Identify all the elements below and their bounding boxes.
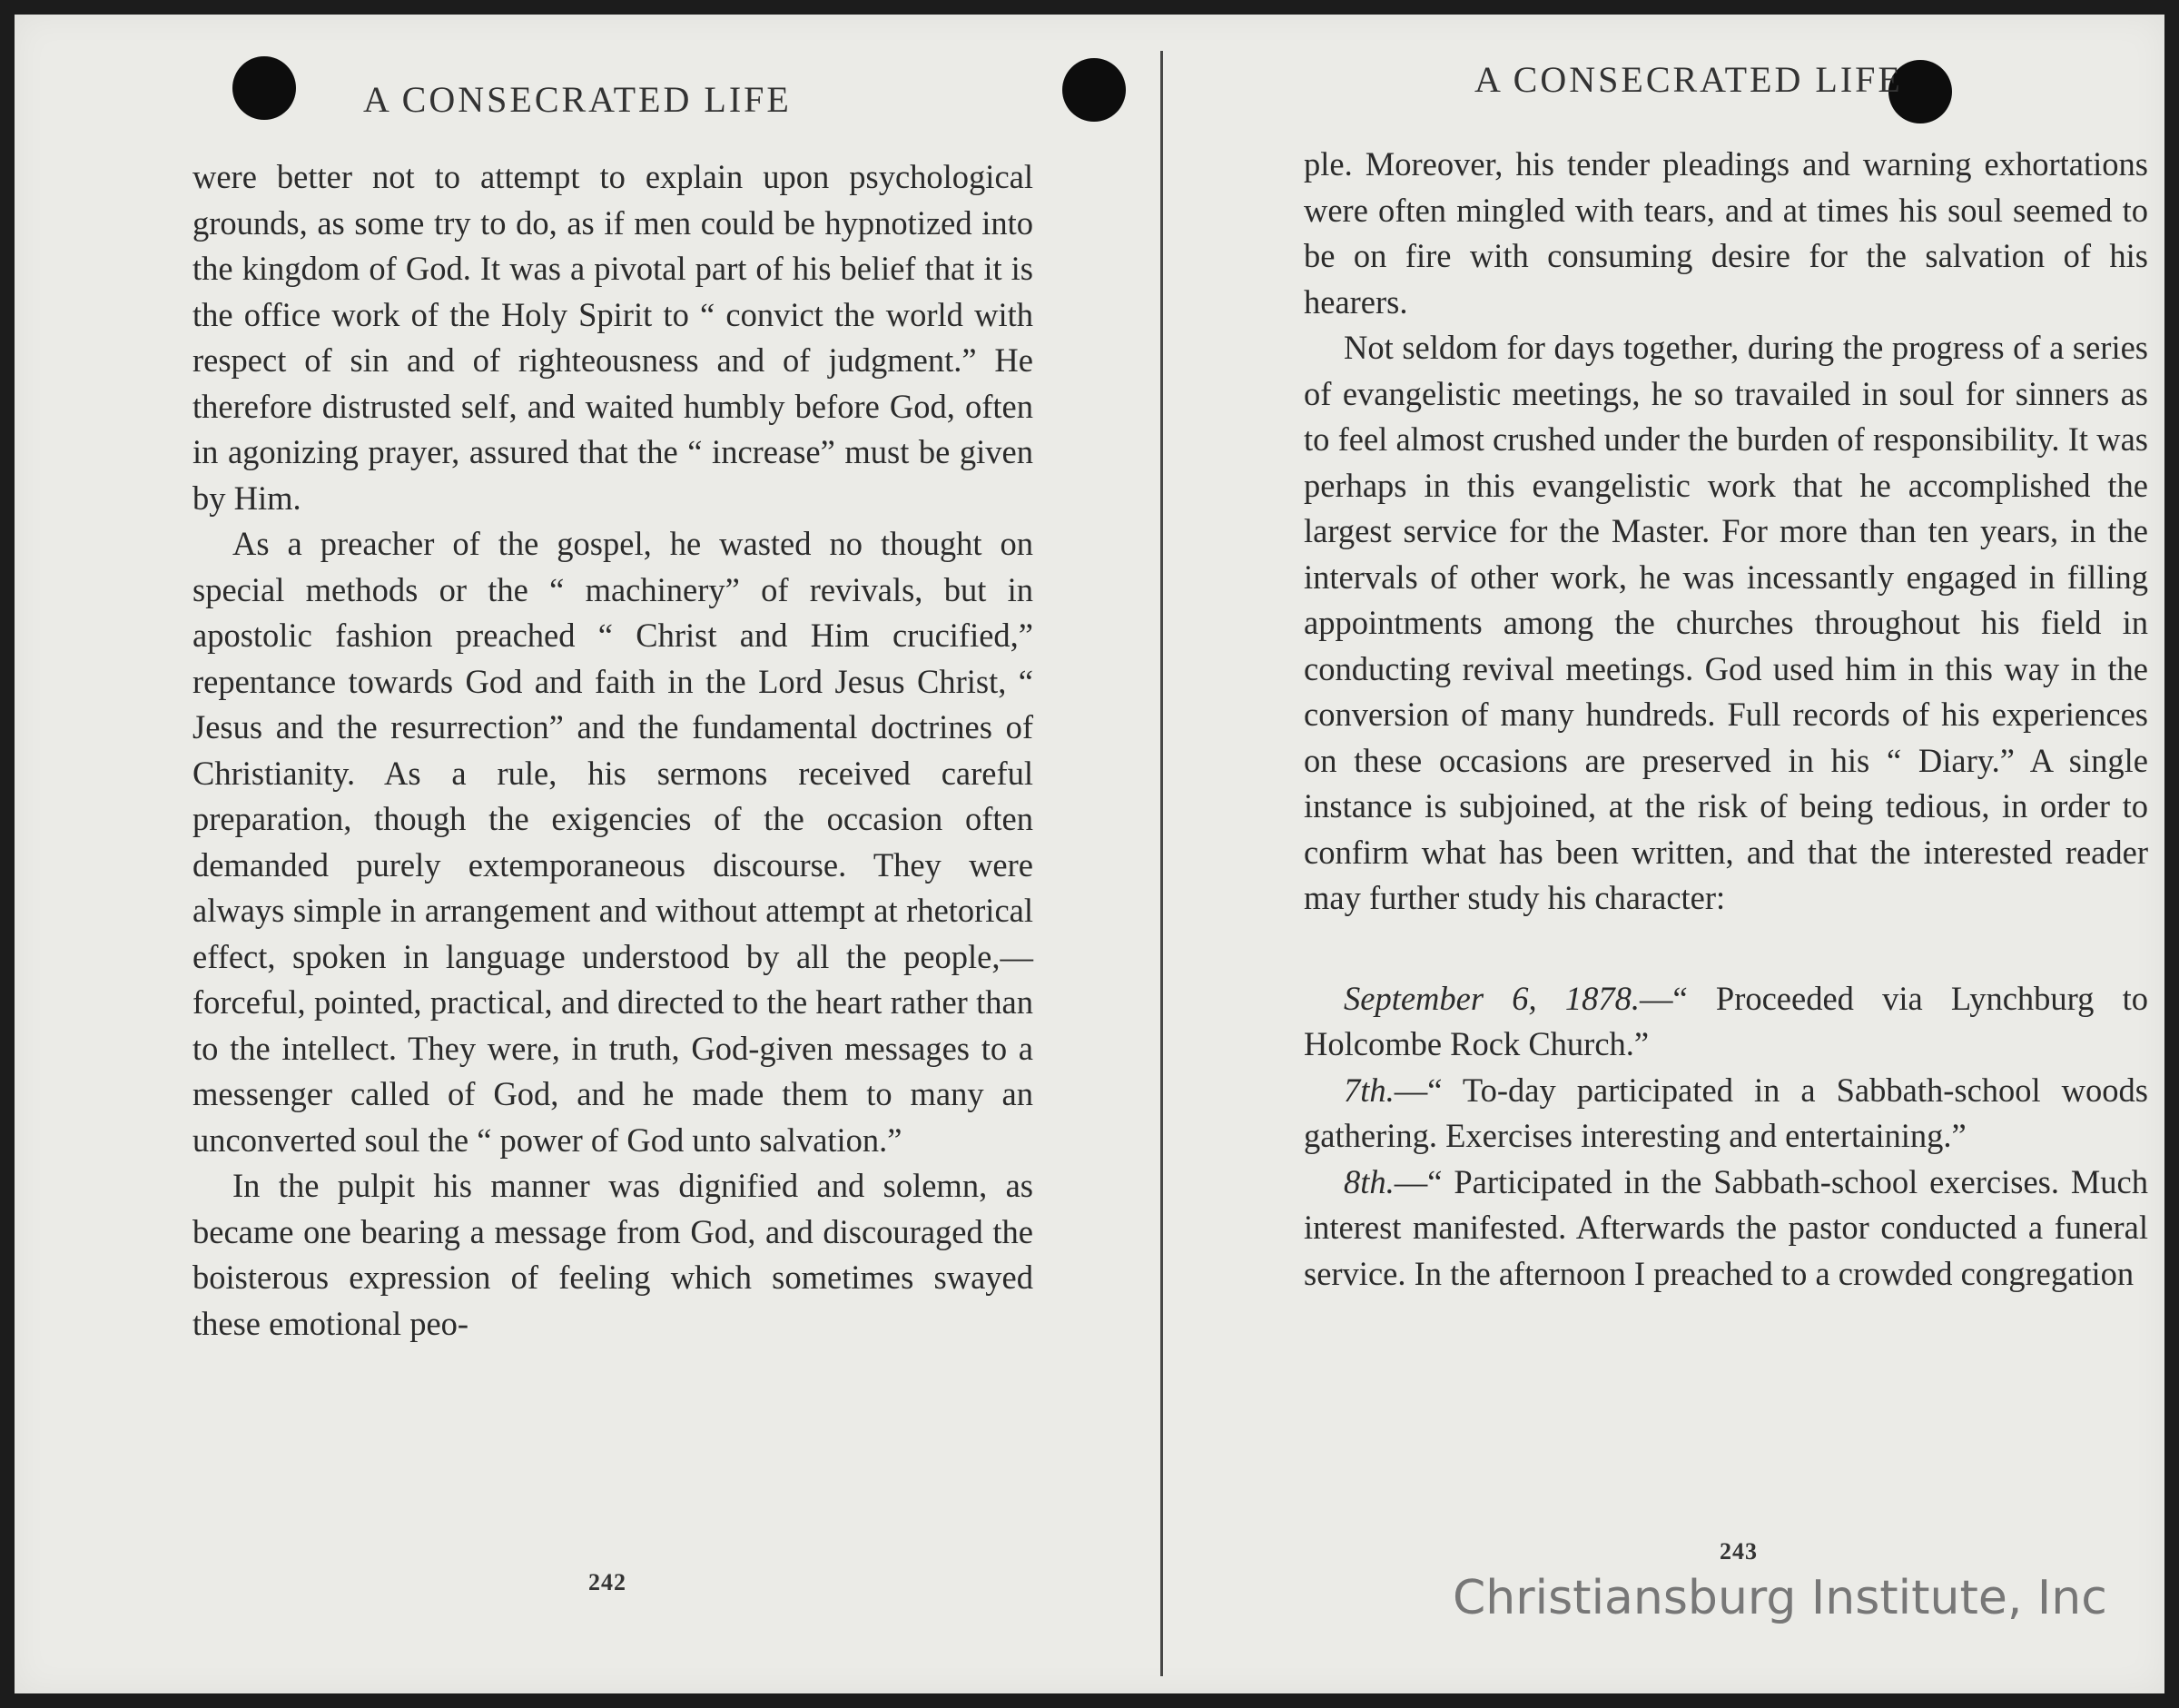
left-page-text (192, 154, 1033, 1347)
diary-entry-2-text: —“ To-day participated in a Sabbath-school woods gathering. Exercises interesting and entertaining.” (1304, 1071, 2148, 1154)
right-page-number: 243 (1720, 1538, 1758, 1565)
right-paragraph-2: Not seldom for days together, during the progress of a series of evangelistic meetings, he so travailed in soul for sinners as to feel almost crushed under the burden of responsibility. It was perhaps in this evangelistic work that he accomplished the largest service for the Master. For more than ten years, in the intervals of other work, he was incessantly engaged in filling appointments among the churches throughout his field in conducting revival meetings. God used him in this way in the conversion of many hundreds. Full records of his experiences on these occasions are preserved in his “ Diary.” A single instance is subjoined, at the risk of being tedious, in order to confirm what has been written, and that the interested reader may further study his character: (1304, 329, 2148, 916)
right-page-text (1304, 142, 2148, 1297)
diary-entry-3 (1304, 1160, 2148, 1298)
left-paragraph-2: As a preacher of the gospel, he wasted no thought on special methods or the “ machinery” of revivals, but in apostolic fashion preached “ Christ and Him crucified,” repentance towards God and faith in the Lord Jesus Christ, “ Jesus and the resurrection” and the fundamental doctrines of Christianity. As a rule, his sermons received careful preparation, though the exigencies of the occasion often demanded purely extemporaneous discourse. They were always simple in arrangement and without attempt at rhetorical effect, spoken in language understood by all the people,—forceful, pointed, practical, and directed to the heart rather than to the intellect. They were, in truth, God-given messages to a messenger called of God, and he made them to many an unconverted soul the “ power of God unto salvation.” (192, 525, 1033, 1159)
right-paragraph-1: ple. Moreover, his tender pleadings and warning exhortations were often mingled with tears, and at times his soul seemed to be on fire with consuming desire for the salvation of his hearers. (1304, 145, 2148, 321)
diary-entry-1 (1304, 976, 2148, 1068)
left-paragraph-1: were better not to attempt to explain upon psychological grounds, as some try to do, as if men could be hypnotized into the kingdom of God. It was a pivotal part of his belief that it is the office work of the Holy Spirit to “ convict the world with respect of sin and of righteousness and of judgment.” He therefore distrusted self, and waited humbly before God, often in agonizing prayer, assured that the “ increase” must be given by Him. (192, 158, 1033, 517)
diary-entry-3-date: 8th. (1344, 1162, 1395, 1200)
page-fold-line (1160, 51, 1163, 1676)
watermark-text: Christiansburg Institute, Inc (1453, 1571, 2107, 1625)
punch-hole-center (1062, 58, 1126, 122)
left-page-number: 242 (588, 1569, 626, 1595)
diary-entry-3-text: —“ Participated in the Sabbath-school exercises. Much interest manifested. Afterwards the pastor conducted a funeral service. In the afternoon I preached to a crowded congregation (1304, 1162, 2148, 1292)
diary-entry-1-date: September 6, 1878. (1344, 979, 1640, 1017)
diary-entry-2-date: 7th. (1344, 1071, 1395, 1109)
punch-hole-left (232, 56, 296, 120)
left-paragraph-3: In the pulpit his manner was dignified and solemn, as became one bearing a message from God, and discouraged the boisterous expression of feeling which sometimes swayed these emotional peo- (192, 1167, 1033, 1342)
diary-entry-2 (1304, 1068, 2148, 1160)
document-sheet (15, 15, 2164, 1693)
left-running-head: A CONSECRATED LIFE (363, 79, 792, 120)
diary-entry-1-text: —“ Proceeded via Lynchburg to Holcombe Rock Church.” (1304, 979, 2148, 1062)
right-running-head: A CONSECRATED LIFE (1474, 59, 1903, 100)
